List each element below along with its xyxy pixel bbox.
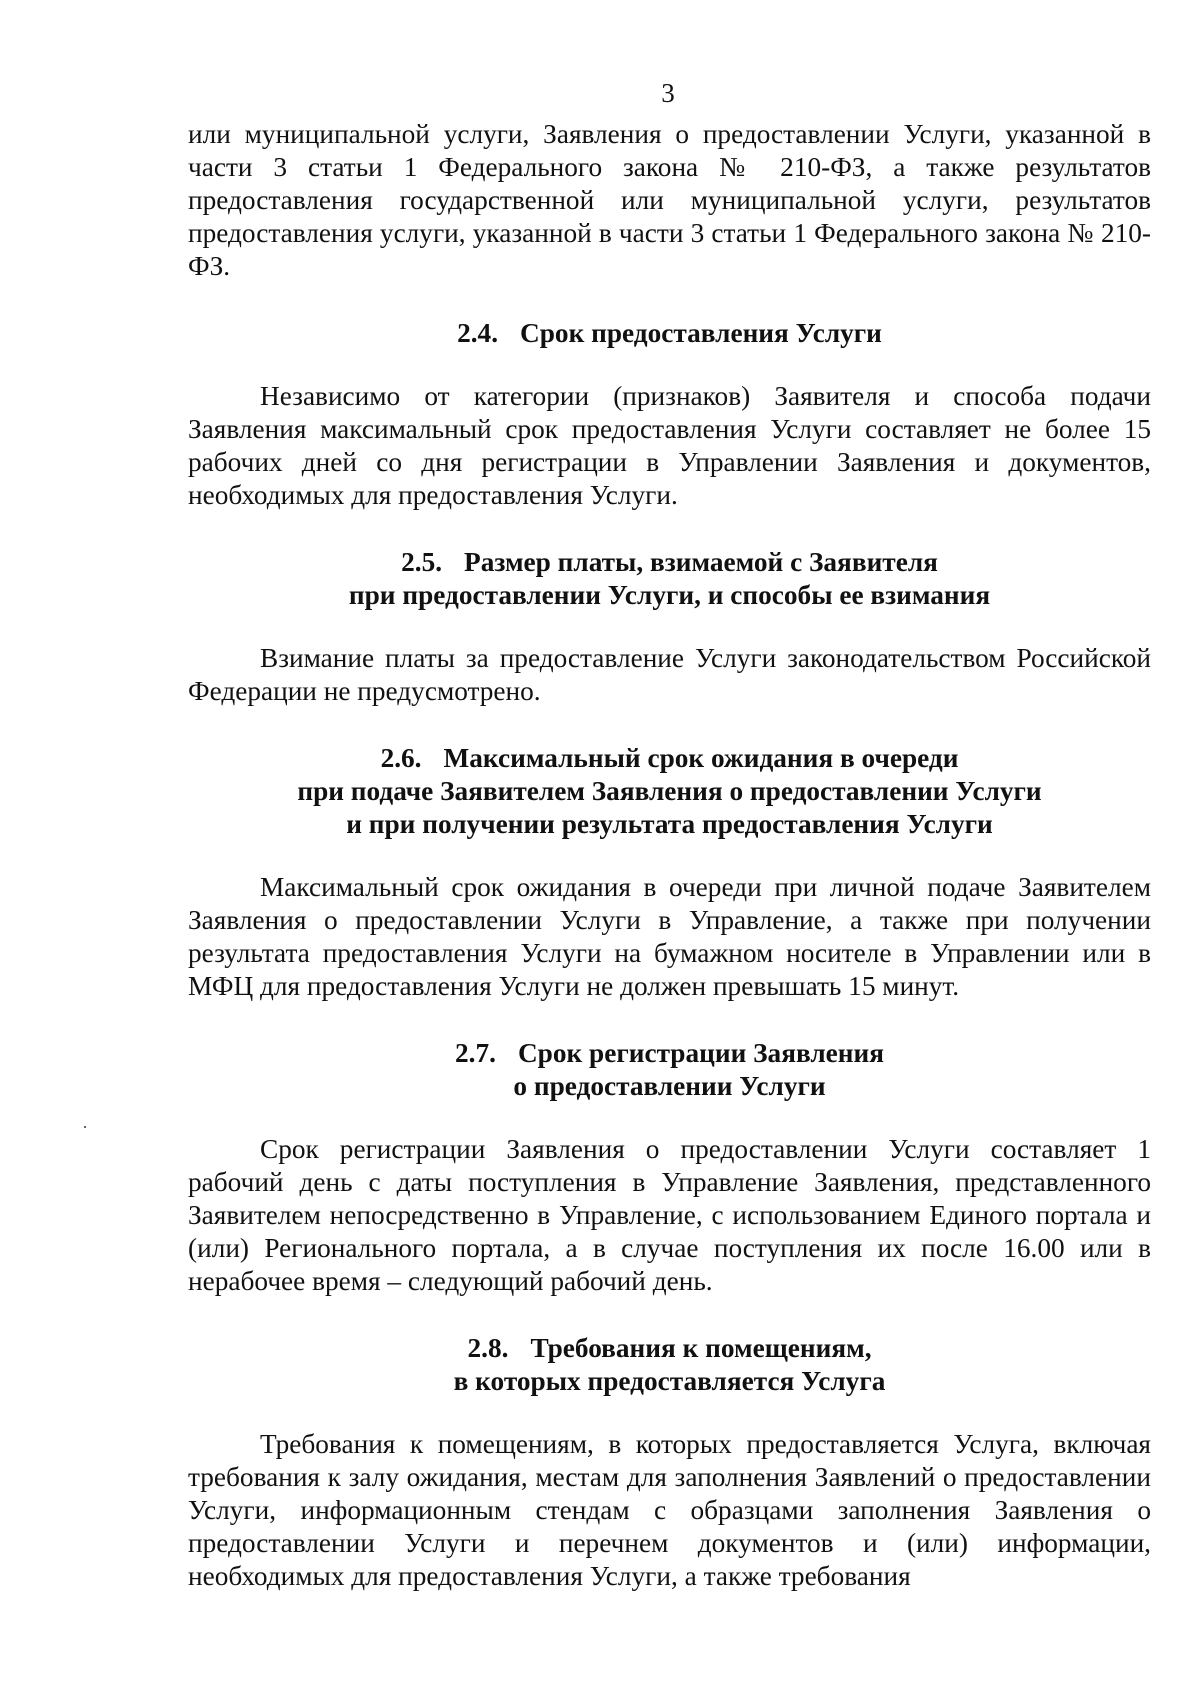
section-title-line: при предоставлении Услуги, и способы ее взимания (348, 580, 991, 610)
section-title-line: о предоставлении Услуги (513, 1071, 826, 1101)
section-heading-2-5 (188, 546, 1151, 612)
paragraph-term: Независимо от категории (признаков) Заявителя и способа подачи Заявления максимальный срок предоставления Услуги составляет не более 15 рабочих дней со дня регистрации в Управлении Заявления и документов, необходимых для предоставления Услуги. (188, 381, 1151, 510)
section-heading-2-4 (188, 317, 1151, 350)
section-title-line: и при получении результата предоставления Услуги (346, 809, 993, 839)
section-title-line: при подаче Заявителем Заявления о предоставлении Услуги (297, 776, 1042, 806)
paragraph-registration: Срок регистрации Заявления о предоставлении Услуги составляет 1 рабочий день с даты поступления в Управление Заявления, представленного Заявителем непосредственно в Управление, с использованием Единого портала и (или) Регионального портала, а в случае поступления их после 16.00 или в нерабочее время – следующий рабочий день. (188, 1134, 1151, 1296)
paragraph-premises: Требования к помещениям, в которых предоставляется Услуга, включая требования к залу ожидания, местам для заполнения Заявлений о предоставлении Услуги, информационным стендам с образцами заполнения Заявления о предоставлении Услуги и перечнем документов и (или) информации, необходимых для предоставления Услуги, а также требования (188, 1429, 1151, 1591)
paragraph-queue: Максимальный срок ожидания в очереди при личной подаче Заявителем Заявления о предоставлении Услуги в Управление, а также при получении результата предоставления Услуги на бумажном носителе в Управлении или в МФЦ для предоставления Услуги не должен превышать 15 минут. (188, 872, 1151, 1001)
scan-speck (84, 1126, 86, 1128)
section-title-line: Требования к помещениям, (530, 1333, 872, 1363)
paragraph-fee: Взимание платы за предоставление Услуги законодательством Российской Федерации не предусмотрено. (188, 643, 1151, 706)
section-heading-2-7 (188, 1037, 1151, 1103)
document-body (188, 118, 1151, 1593)
section-heading-2-8 (188, 1332, 1151, 1398)
section-title-line: Срок регистрации Заявления (517, 1038, 885, 1068)
section-title-line: в которых предоставляется Услуга (453, 1366, 886, 1396)
section-number: 2.4. (457, 318, 499, 348)
section-title-line: Размер платы, взимаемой с Заявителя (464, 547, 938, 577)
paragraph-continuation: или муниципальной услуги, Заявления о предоставлении Услуги, указанной в части 3 статьи 1 Федерального закона № 210-ФЗ, а также результатов предоставления государственной или муниципальной услуги, результатов предоставления услуги, указанной в части 3 статьи 1 Федерального закона № 210-ФЗ. (188, 119, 1151, 281)
section-number: 2.7. (454, 1038, 496, 1068)
section-title-line: Срок предоставления Услуги (520, 318, 882, 348)
section-number: 2.6. (380, 743, 422, 773)
section-number: 2.5. (401, 547, 443, 577)
section-title-line: Максимальный срок ожидания в очереди (443, 743, 959, 773)
section-number: 2.8. (467, 1333, 509, 1363)
page-number: 3 (661, 78, 675, 108)
section-heading-2-6 (188, 742, 1151, 841)
